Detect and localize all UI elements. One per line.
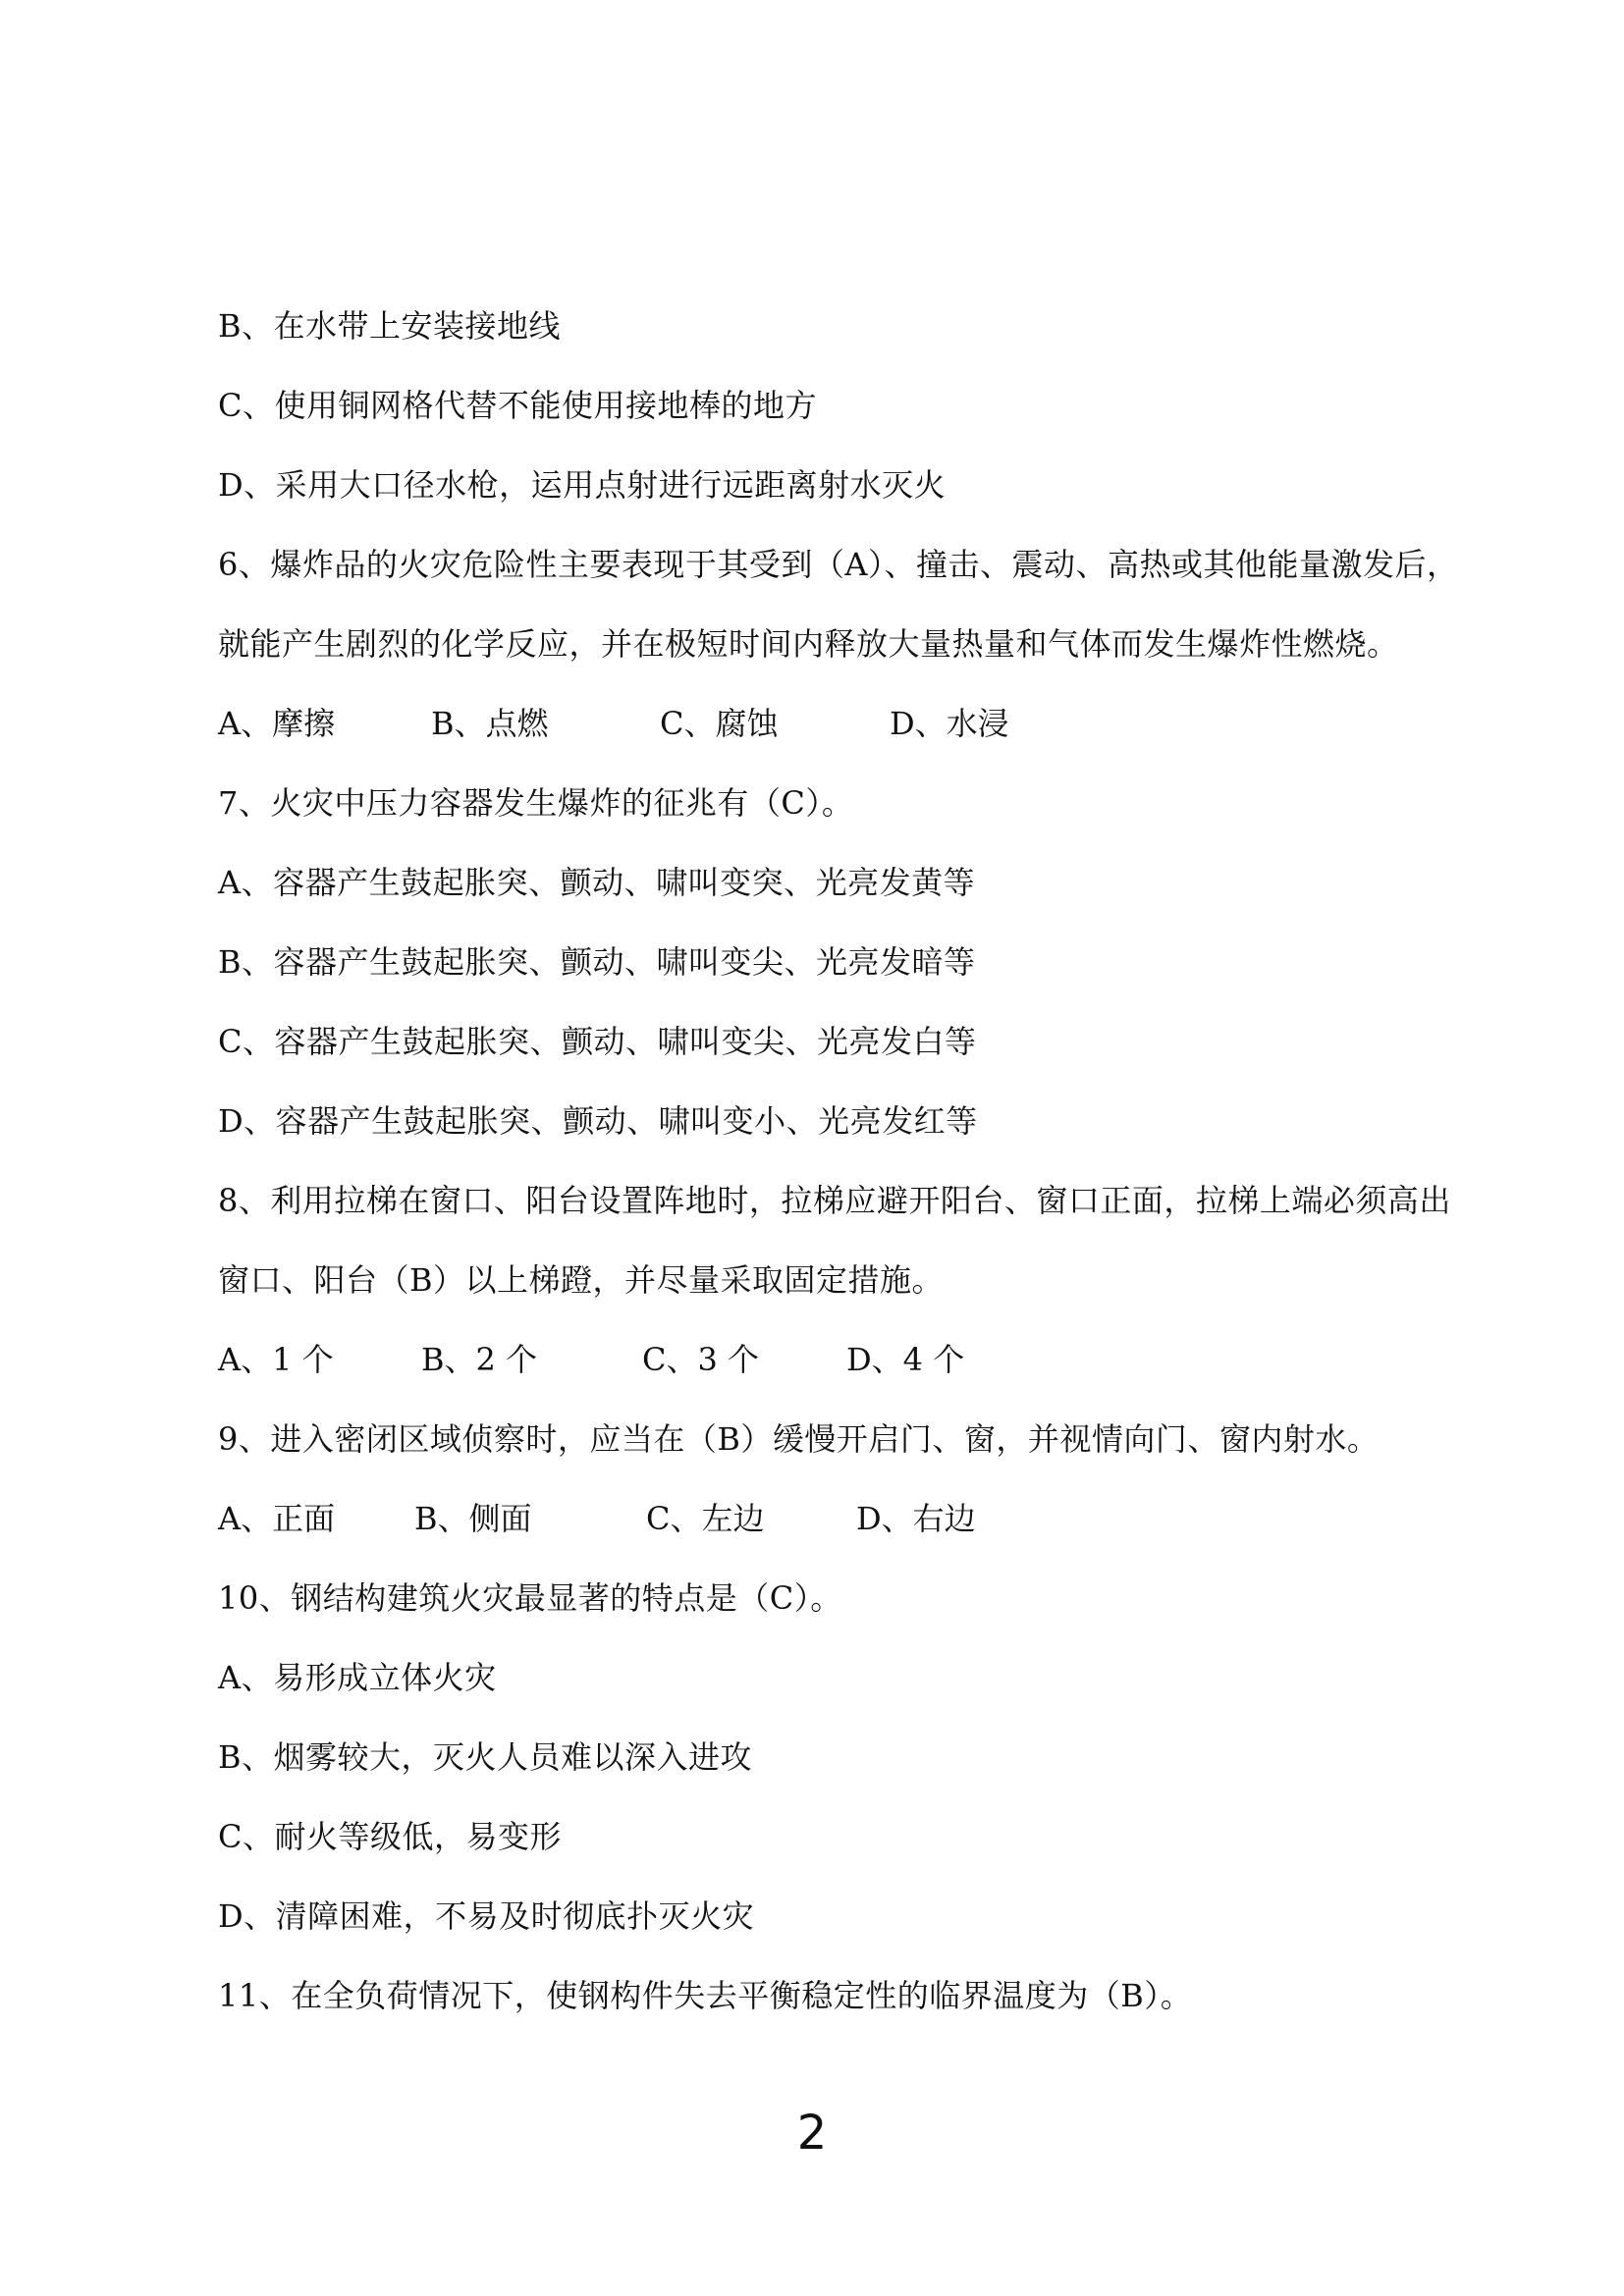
page-number: 2 [796,2106,828,2161]
q9-option-d: D、右边 [856,1500,976,1537]
q6-option-d: D、水浸 [890,705,1009,742]
q8-option-c: C、3 个 [642,1341,760,1378]
option-d-line: D、采用大口径水枪，运用点射进行远距离射水灭火 [218,466,947,504]
q8-option-a: A、1 个 [218,1341,334,1378]
q6-option-c: C、腐蚀 [660,705,779,742]
q8-option-b: B、2 个 [421,1341,538,1378]
question-11: 11、在全负荷情况下，使钢构件失去平衡稳定性的临界温度为（B）。 [218,1977,1193,2014]
q9-option-c: C、左边 [646,1500,765,1537]
q10-option-a: A、易形成立体火灾 [218,1659,497,1696]
option-c-line: C、使用铜网格代替不能使用接地棒的地方 [218,387,817,424]
q7-option-d: D、容器产生鼓起胀突、颤动、啸叫变小、光亮发红等 [218,1102,978,1140]
q6-option-a: A、摩擦 [218,705,336,742]
question-6-line-2: 就能产生剧烈的化学反应，并在极短时间内释放大量热量和气体而发生爆炸性燃烧。 [218,625,1399,663]
question-6-line-1: 6、爆炸品的火灾危险性主要表现于其受到（A）、撞击、震动、高热或其他能量激发后， [218,546,1459,583]
q10-option-d: D、清障困难，不易及时彻底扑灭火灾 [218,1897,755,1935]
q10-option-b: B、烟雾较大，灭火人员难以深入进攻 [218,1738,753,1776]
question-9: 9、进入密闭区域侦察时，应当在（B）缓慢开启门、窗，并视情向门、窗内射水。 [218,1420,1380,1458]
question-8-line-1: 8、利用拉梯在窗口、阳台设置阵地时，拉梯应避开阳台、窗口正面，拉梯上端必须高出 [218,1182,1451,1219]
q6-option-b: B、点燃 [431,705,549,742]
question-10: 10、钢结构建筑火灾最显著的特点是（C）。 [218,1579,842,1617]
q9-option-a: A、正面 [218,1500,336,1537]
question-8-line-2: 窗口、阳台（B）以上梯蹬，并尽量采取固定措施。 [218,1261,945,1299]
q7-option-a: A、容器产生鼓起胀突、颤动、啸叫变突、光亮发黄等 [218,864,976,901]
q9-option-b: B、侧面 [414,1500,532,1537]
option-b-line: B、在水带上安装接地线 [218,307,562,345]
q8-option-d: D、4 个 [846,1341,965,1378]
question-7: 7、火灾中压力容器发生爆炸的征兆有（C）。 [218,784,854,822]
q7-option-c: C、容器产生鼓起胀突、颤动、啸叫变尖、光亮发白等 [218,1023,977,1060]
q7-option-b: B、容器产生鼓起胀突、颤动、啸叫变尖、光亮发暗等 [218,943,976,981]
q10-option-c: C、耐火等级低，易变形 [218,1818,562,1855]
